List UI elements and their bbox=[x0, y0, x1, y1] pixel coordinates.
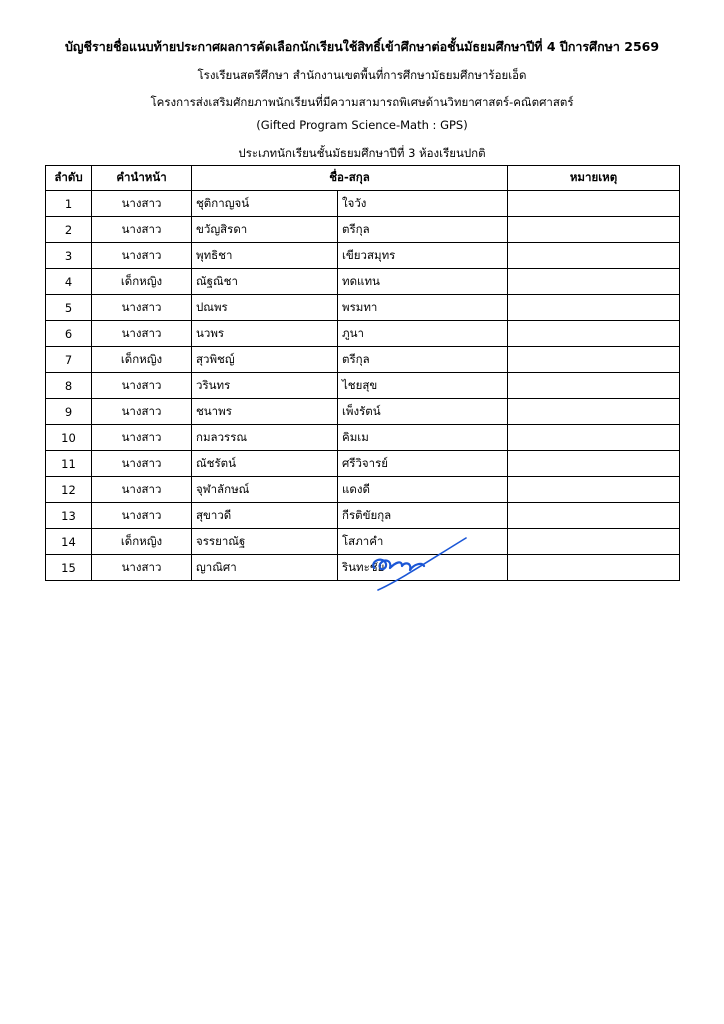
row-prefix: นางสาว bbox=[92, 399, 192, 425]
row-prefix: นางสาว bbox=[92, 503, 192, 529]
row-prefix: นางสาว bbox=[92, 321, 192, 347]
row-number: 9 bbox=[46, 399, 92, 425]
row-first-name: ณัชรัตน์ bbox=[192, 451, 338, 477]
row-note bbox=[508, 373, 680, 399]
signature-mark bbox=[370, 536, 470, 594]
row-number: 11 bbox=[46, 451, 92, 477]
row-first-name: จรรยาณัฐ bbox=[192, 529, 338, 555]
row-first-name: ชุติกาญจน์ bbox=[192, 191, 338, 217]
row-last-name: ศรีวิจารย์ bbox=[338, 451, 508, 477]
row-number: 13 bbox=[46, 503, 92, 529]
row-last-name: คิมเม bbox=[338, 425, 508, 451]
row-prefix: นางสาว bbox=[92, 373, 192, 399]
table-row bbox=[46, 529, 680, 555]
row-prefix: นางสาว bbox=[92, 295, 192, 321]
row-number: 7 bbox=[46, 347, 92, 373]
row-prefix: นางสาว bbox=[92, 555, 192, 581]
row-first-name: ปณพร bbox=[192, 295, 338, 321]
row-number: 15 bbox=[46, 555, 92, 581]
row-prefix: นางสาว bbox=[92, 425, 192, 451]
column-header-prefix: คำนำหน้า bbox=[92, 166, 192, 191]
row-first-name: กมลวรรณ bbox=[192, 425, 338, 451]
row-first-name: ญาณิศา bbox=[192, 555, 338, 581]
row-note bbox=[508, 477, 680, 503]
row-number: 1 bbox=[46, 191, 92, 217]
row-last-name: เขียวสมุทร bbox=[338, 243, 508, 269]
row-note bbox=[508, 503, 680, 529]
student-list-table bbox=[45, 165, 680, 581]
table-row bbox=[46, 243, 680, 269]
row-last-name: ใจวัง bbox=[338, 191, 508, 217]
column-header-num: ลำดับ bbox=[46, 166, 92, 191]
row-number: 8 bbox=[46, 373, 92, 399]
row-note bbox=[508, 529, 680, 555]
row-number: 14 bbox=[46, 529, 92, 555]
row-last-name: ภูนา bbox=[338, 321, 508, 347]
row-note bbox=[508, 425, 680, 451]
row-last-name: โสภาคำ bbox=[338, 529, 508, 555]
row-first-name: ชนาพร bbox=[192, 399, 338, 425]
program-name: โครงการส่งเสริมศักยภาพนักเรียนที่มีความสามารถพิเศษด้านวิทยาศาสตร์-คณิตศาสตร์ bbox=[150, 95, 574, 109]
row-last-name: แดงดี bbox=[338, 477, 508, 503]
row-prefix: นางสาว bbox=[92, 191, 192, 217]
row-prefix: นางสาว bbox=[92, 477, 192, 503]
row-prefix: เด็กหญิง bbox=[92, 347, 192, 373]
row-note bbox=[508, 399, 680, 425]
table-row bbox=[46, 321, 680, 347]
table-row bbox=[46, 269, 680, 295]
table-row bbox=[46, 425, 680, 451]
table-header-row bbox=[46, 166, 680, 191]
table-row bbox=[46, 503, 680, 529]
row-prefix: นางสาว bbox=[92, 243, 192, 269]
row-number: 4 bbox=[46, 269, 92, 295]
row-number: 2 bbox=[46, 217, 92, 243]
row-number: 10 bbox=[46, 425, 92, 451]
row-first-name: ณัฐณิชา bbox=[192, 269, 338, 295]
table-row bbox=[46, 555, 680, 581]
row-note bbox=[508, 243, 680, 269]
row-note bbox=[508, 269, 680, 295]
table-row bbox=[46, 217, 680, 243]
row-first-name: สุวพิชญ์ bbox=[192, 347, 338, 373]
program-name-english: (Gifted Program Science-Math : GPS) bbox=[256, 118, 468, 132]
row-note bbox=[508, 451, 680, 477]
table-row bbox=[46, 477, 680, 503]
table-row bbox=[46, 295, 680, 321]
row-number: 12 bbox=[46, 477, 92, 503]
row-last-name: ทดแทน bbox=[338, 269, 508, 295]
row-last-name: ตรีกุล bbox=[338, 217, 508, 243]
row-last-name: พรมทา bbox=[338, 295, 508, 321]
student-category: ประเภทนักเรียนชั้นมัธยมศึกษาปีที่ 3 ห้องเรียนปกติ bbox=[238, 146, 486, 160]
row-prefix: นางสาว bbox=[92, 217, 192, 243]
row-first-name: พุทธิชา bbox=[192, 243, 338, 269]
row-note bbox=[508, 347, 680, 373]
column-header-name: ชื่อ-สกุล bbox=[192, 166, 508, 191]
table-row bbox=[46, 373, 680, 399]
row-number: 3 bbox=[46, 243, 92, 269]
row-first-name: นวพร bbox=[192, 321, 338, 347]
row-first-name: วรินทร bbox=[192, 373, 338, 399]
row-note bbox=[508, 321, 680, 347]
row-last-name: ตรีกุล bbox=[338, 347, 508, 373]
row-note bbox=[508, 191, 680, 217]
school-name: โรงเรียนสตรีศึกษา สำนักงานเขตพื้นที่การศึกษามัธยมศึกษาร้อยเอ็ด bbox=[197, 68, 527, 82]
row-first-name: สุขาวดี bbox=[192, 503, 338, 529]
row-last-name: เพ็งรัตน์ bbox=[338, 399, 508, 425]
page-title: บัญชีรายชื่อแนบท้ายประกาศผลการคัดเลือกนักเรียนใช้สิทธิ์เข้าศึกษาต่อชั้นมัธยมศึกษาปีที่ 4 ปีการศึกษา 2569 bbox=[64, 39, 660, 54]
table-row bbox=[46, 347, 680, 373]
row-last-name: รินทะชัย bbox=[338, 555, 508, 581]
row-prefix: เด็กหญิง bbox=[92, 269, 192, 295]
row-prefix: นางสาว bbox=[92, 451, 192, 477]
row-note bbox=[508, 295, 680, 321]
row-note bbox=[508, 217, 680, 243]
row-last-name: กีรติขัยกุล bbox=[338, 503, 508, 529]
row-number: 5 bbox=[46, 295, 92, 321]
table-row bbox=[46, 399, 680, 425]
table-row bbox=[46, 451, 680, 477]
column-header-note: หมายเหตุ bbox=[508, 166, 680, 191]
row-prefix: เด็กหญิง bbox=[92, 529, 192, 555]
row-note bbox=[508, 555, 680, 581]
row-first-name: จุฬาลักษณ์ bbox=[192, 477, 338, 503]
row-last-name: ไชยสุข bbox=[338, 373, 508, 399]
table-row bbox=[46, 191, 680, 217]
row-first-name: ขวัญสิรดา bbox=[192, 217, 338, 243]
row-number: 6 bbox=[46, 321, 92, 347]
